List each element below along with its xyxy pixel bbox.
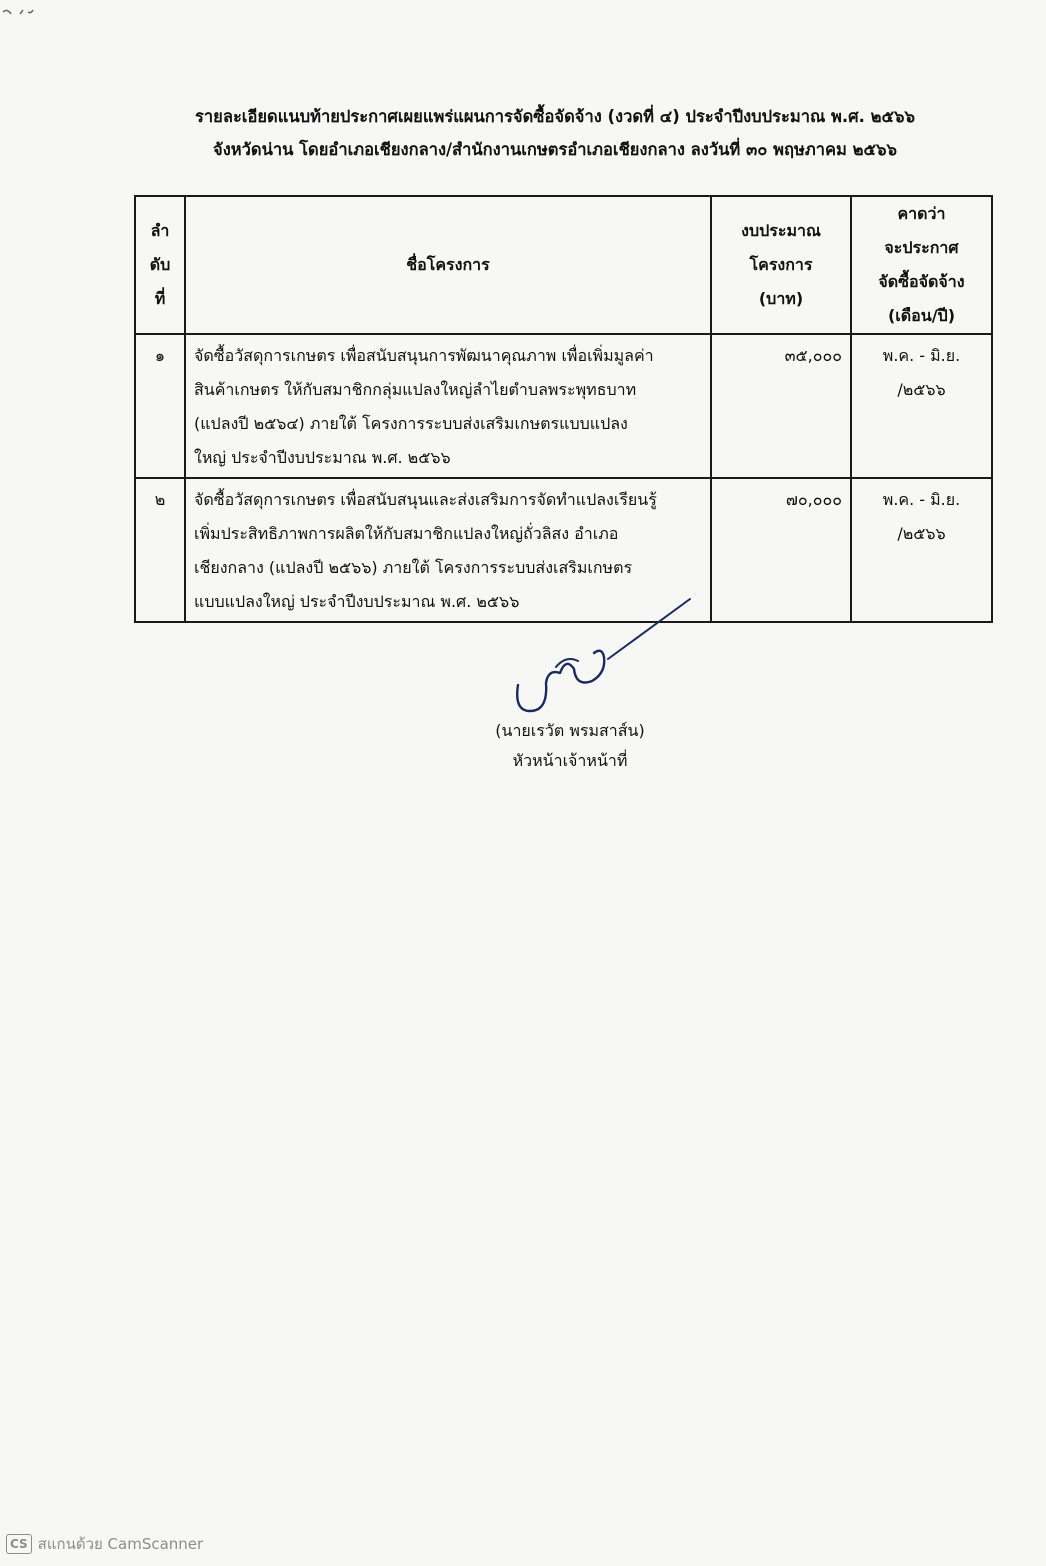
watermark-text: สแกนด้วย CamScanner <box>37 1535 204 1553</box>
row-number: ๒ <box>135 478 185 622</box>
project-budget: ๓๕,๐๐๐ <box>711 334 851 478</box>
expected-date: พ.ค. - มิ.ย. /๒๕๖๖ <box>851 478 992 622</box>
header-no: ลำ ดับ ที่ <box>135 196 185 334</box>
signatory-block <box>420 716 720 776</box>
expected-date: พ.ค. - มิ.ย. /๒๕๖๖ <box>851 334 992 478</box>
header-line-2: จังหวัดน่าน โดยอำเภอเชียงกลาง/สำนักงานเกษตรอำเภอเชียงกลาง ลงวันที่ ๓๐ พฤษภาคม ๒๕๖๖ <box>213 140 897 159</box>
header-budget: งบประมาณ โครงการ (บาท) <box>711 196 851 334</box>
signatory-position: หัวหน้าเจ้าหน้าที่ <box>512 751 628 770</box>
scanner-watermark <box>6 1532 203 1556</box>
handwritten-signature <box>498 597 698 717</box>
procurement-plan-table <box>134 195 993 623</box>
table-header-row <box>135 196 992 334</box>
project-name: จัดซื้อวัสดุการเกษตร เพื่อสนับสนุนและส่งเสริมการจัดทำแปลงเรียนรู้ เพิ่มประสิทธิภาพการผลิตให้กับสมาชิกแปลงใหญ่ถั่วลิสง อำเภอ เชียงกลาง (แปลงปี ๒๕๖๖) ภายใต้ โครงการระบบส่งเสริมเกษตร แบบแปลงใหญ่ ประจำปีงบประมาณ พ.ศ. ๒๕๖๖ <box>185 478 711 622</box>
header-line-1: รายละเอียดแนบท้ายประกาศเผยแพร่แผนการจัดซื้อจัดจ้าง (งวดที่ ๔) ประจำปีงบประมาณ พ.ศ. ๒๕๖๖ <box>195 107 915 126</box>
row-number: ๑ <box>135 334 185 478</box>
project-budget: ๗๐,๐๐๐ <box>711 478 851 622</box>
header-project-name: ชื่อโครงการ <box>185 196 711 334</box>
document-header <box>0 100 1046 166</box>
table-row <box>135 334 992 478</box>
header-expected-date: คาดว่า จะประกาศ จัดซื้อจัดจ้าง (เดือน/ปี) <box>851 196 992 334</box>
scan-corner-mark <box>0 0 50 30</box>
project-name: จัดซื้อวัสดุการเกษตร เพื่อสนับสนุนการพัฒนาคุณภาพ เพื่อเพิ่มมูลค่า สินค้าเกษตร ให้กับสมาชิกกลุ่มแปลงใหญ่ลำไยตำบลพระพุทธบาท (แปลงปี ๒๕๖๔) ภายใต้ โครงการระบบส่งเสริมเกษตรแบบแปลง ใหญ่ ประจำปีงบประมาณ พ.ศ. ๒๕๖๖ <box>185 334 711 478</box>
camscanner-icon: CS <box>6 1534 32 1554</box>
signatory-name: (นายเรวัต พรมสาส์น) <box>495 721 645 740</box>
